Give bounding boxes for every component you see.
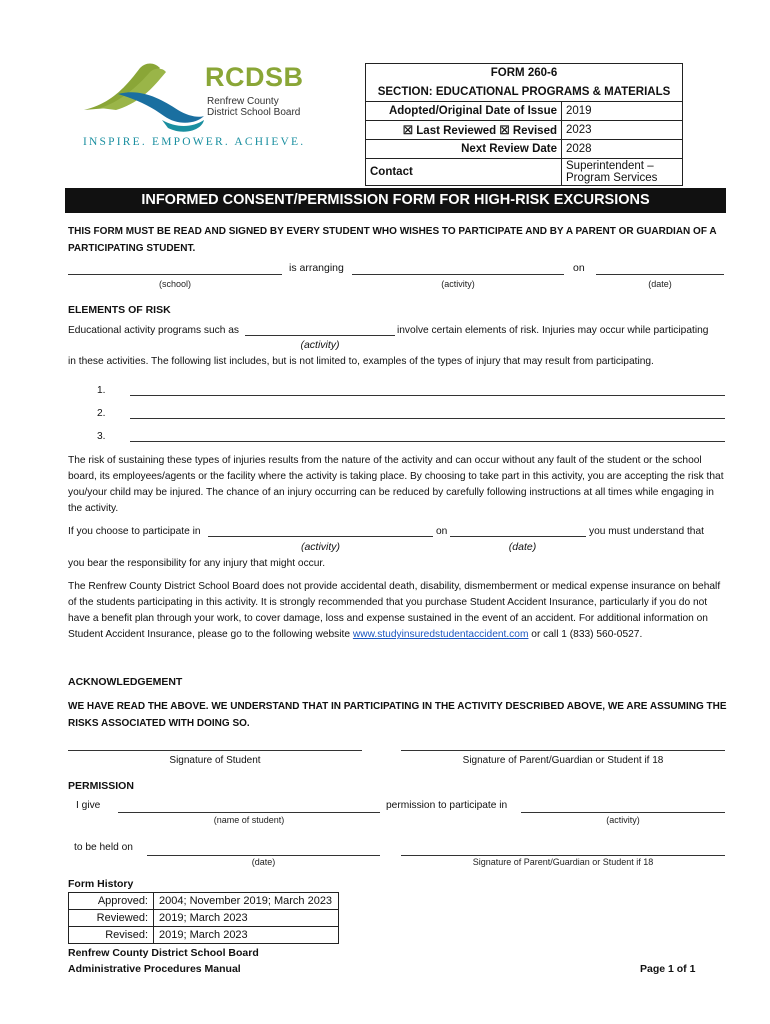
next-review-value: 2028 (562, 140, 683, 159)
insurance-tail: or call 1 (833) 560-0527. (531, 629, 643, 640)
i-give-text: I give (76, 800, 101, 811)
injury-field-2[interactable] (130, 406, 725, 419)
choose-text-b: you must understand that (589, 526, 704, 537)
list-number-1: 1. (97, 385, 106, 396)
choose-activity-label: (activity) (300, 541, 341, 553)
choose-on-text: on (436, 526, 448, 537)
permission-signature-label: Signature of Parent/Guardian or Student if 18 (472, 857, 654, 867)
is-arranging-text: is arranging (289, 262, 344, 274)
student-signature-field[interactable] (68, 738, 362, 751)
elements-text-b: involve certain elements of risk. Injuries may occur while participating (397, 325, 709, 336)
held-on-date-field[interactable] (147, 843, 380, 856)
page-number: Page 1 of 1 (640, 963, 696, 975)
risk-paragraph: The risk of sustaining these types of injuries results from the nature of the activity and can occur without any fault of the student or the school board, its employees/agents or the facility where the activity is taking place. By choosing to take part in this activity, you are accepting the risk that you/your child may be injured. The chance of an injury occurring can be reduced by carefully following instructions at all times while engaging in the activity. (68, 455, 724, 514)
held-on-text: to be held on (74, 842, 133, 853)
name-of-student-label: (name of student) (213, 815, 285, 825)
history-row-label: Revised: (69, 927, 154, 944)
next-review-label: Next Review Date (366, 140, 562, 159)
form-history-table (68, 892, 339, 944)
form-history-heading: Form History (68, 878, 134, 890)
choose-date-field[interactable] (450, 525, 586, 537)
school-label: (school) (158, 279, 191, 289)
injury-field-3[interactable] (130, 429, 725, 442)
insurance-website-link[interactable]: www.studyinsuredstudentaccident.com (352, 629, 529, 640)
elements-activity-label: (activity) (300, 339, 340, 351)
logo-tagline: INSPIRE. EMPOWER. ACHIEVE. (83, 136, 306, 148)
insurance-paragraph (68, 579, 728, 643)
footer-manual-name: Administrative Procedures Manual (68, 963, 241, 975)
date-field[interactable] (596, 261, 724, 275)
choose-text-c: you bear the responsibility for any injury that might occur. (68, 558, 326, 569)
history-row-value: 2004; November 2019; March 2023 (154, 893, 339, 910)
history-row-label: Approved: (69, 893, 154, 910)
page-title: INFORMED CONSENT/PERMISSION FORM FOR HIGH-RISK EXCURSIONS (65, 188, 726, 213)
history-row (69, 910, 339, 927)
reviewed-label: ☒ Last Reviewed ☒ Revised (366, 121, 562, 140)
elements-text-a: Educational activity programs such as (68, 325, 240, 336)
permission-signature-field[interactable] (401, 843, 725, 856)
footer-board-name: Renfrew County District School Board (68, 947, 259, 959)
on-text: on (573, 262, 585, 274)
logo-subtitle-line1: Renfrew County (207, 96, 279, 107)
history-row-value: 2019; March 2023 (154, 910, 339, 927)
date-label: (date) (648, 279, 672, 289)
parent-signature-label: Signature of Parent/Guardian or Student if 18 (462, 755, 664, 766)
choose-activity-field[interactable] (208, 525, 433, 537)
list-number-2: 2. (97, 408, 106, 419)
history-row-value: 2019; March 2023 (154, 927, 339, 944)
logo-subtitle-line2: District School Board (207, 107, 301, 118)
contact-value: Superintendent – Program Services (562, 159, 683, 186)
student-signature-label: Signature of Student (169, 755, 261, 766)
form-section: SECTION: EDUCATIONAL PROGRAMS & MATERIALS (366, 83, 683, 102)
elements-of-risk-heading: ELEMENTS OF RISK (68, 304, 171, 316)
adopted-label: Adopted/Original Date of Issue (366, 102, 562, 121)
permission-to-text: permission to participate in (386, 800, 508, 811)
form-number: FORM 260-6 (366, 64, 683, 83)
adopted-value: 2019 (562, 102, 683, 121)
history-row (69, 927, 339, 944)
activity-field[interactable] (352, 261, 564, 275)
held-on-date-label: (date) (251, 857, 276, 867)
parent-signature-field[interactable] (401, 738, 725, 751)
history-row (69, 893, 339, 910)
acknowledgement-text: WE HAVE READ THE ABOVE. WE UNDERSTAND THAT IN PARTICIPATING IN THE ACTIVITY DESCRIBED ABOVE, WE ARE ASSUMING THE RISKS ASSOCIATED WITH DOING SO. (68, 701, 727, 729)
permission-activity-label: (activity) (606, 815, 640, 825)
permission-heading: PERMISSION (68, 780, 134, 792)
contact-label: Contact (366, 159, 562, 186)
choose-date-label: (date) (508, 541, 537, 553)
reviewed-value: 2023 (562, 121, 683, 140)
logo-wordmark: RCDSB (205, 62, 304, 92)
permission-activity-field[interactable] (521, 800, 725, 813)
intro-instructions: THIS FORM MUST BE READ AND SIGNED BY EVERY STUDENT WHO WISHES TO PARTICIPATE AND BY A PARENT OR GUARDIAN OF A PARTICIPATING STUDENT. (68, 226, 717, 254)
insurance-text: The Renfrew County District School Board does not provide accidental death, disability, dismemberment or medical expense insurance on behalf of the students participating in this activity. It is strongly recommended that you purchase Student Accident Insurance, particularly if you do not have a benefit plan through your work, to cover damage, loss and expense sustained in the event of an accident. For additional information on Student Accident Insurance, please go to the following website (68, 581, 721, 640)
acknowledgement-heading: ACKNOWLEDGEMENT (68, 676, 183, 688)
elements-text-2: in these activities. The following list includes, but is not limited to, examples of the types of injury that may result from participating. (68, 356, 654, 367)
history-row-label: Reviewed: (69, 910, 154, 927)
injury-field-1[interactable] (130, 383, 725, 396)
school-field[interactable] (68, 261, 282, 275)
student-name-field[interactable] (118, 800, 380, 813)
elements-activity-field[interactable] (245, 324, 395, 336)
form-info-table (365, 63, 683, 186)
activity-label: (activity) (441, 279, 475, 289)
choose-text-a: If you choose to participate in (68, 526, 201, 537)
list-number-3: 3. (97, 431, 106, 442)
